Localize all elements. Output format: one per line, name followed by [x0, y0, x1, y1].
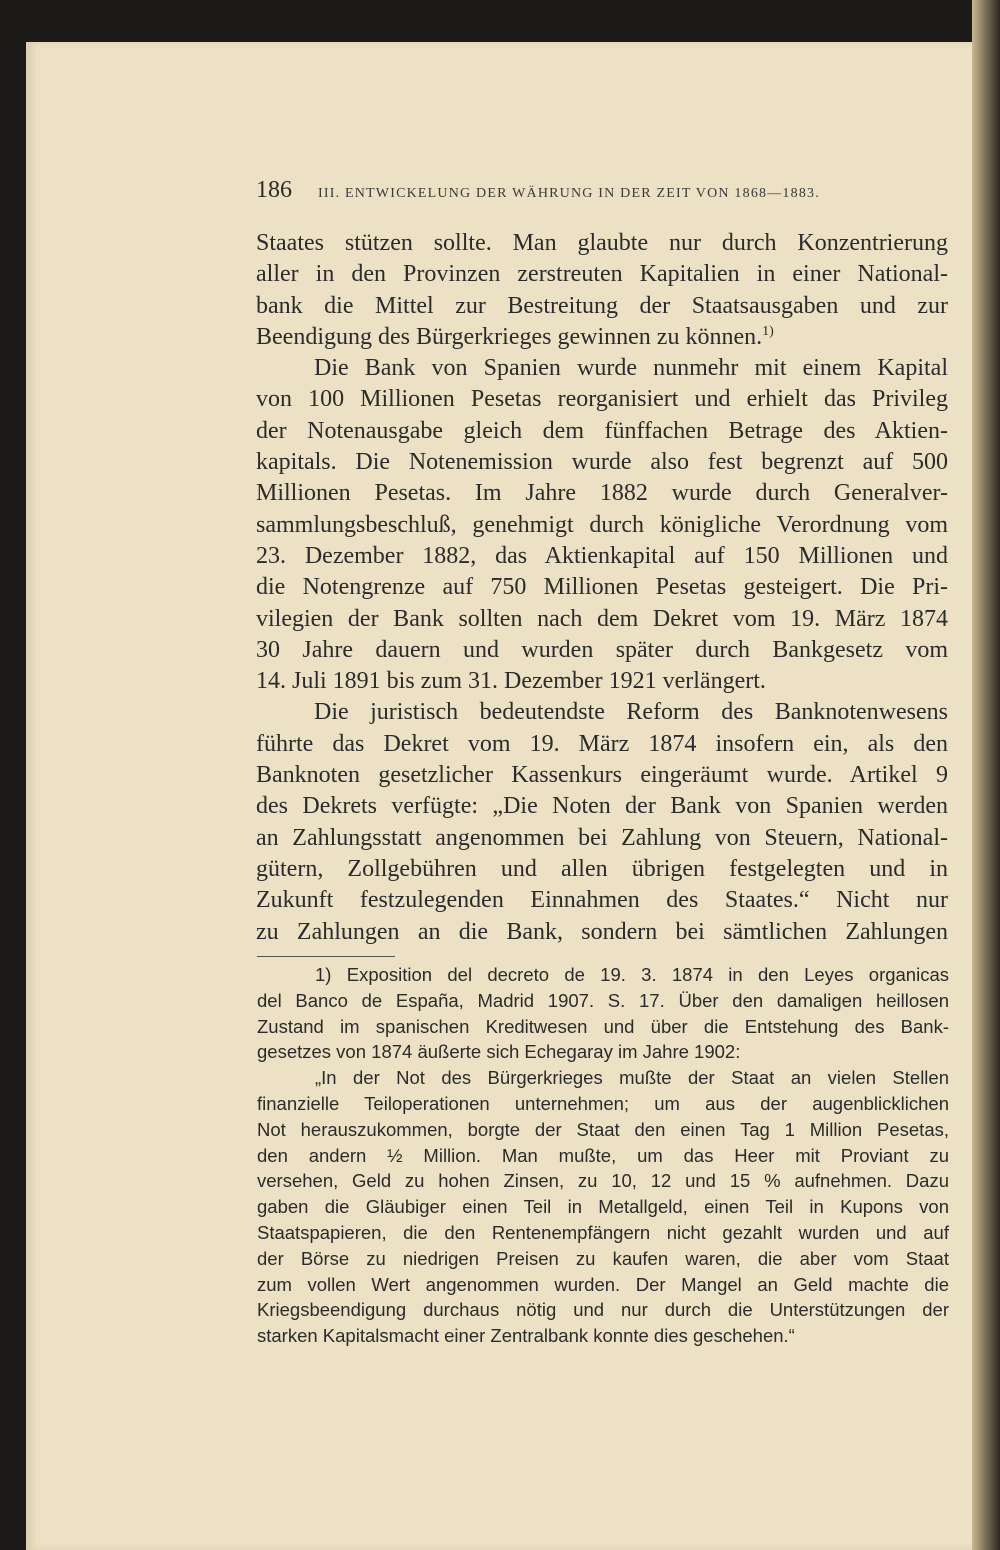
text-line: gütern, Zollgebühren und allen übrigen festgelegten und in	[256, 855, 948, 882]
text-line: führte das Dekret vom 19. März 1874 insofern ein, als den	[256, 730, 948, 757]
footnote	[257, 962, 949, 1349]
footnote-line: 1) Exposition del decreto de 19. 3. 1874 in den Leyes organicas	[315, 964, 949, 985]
text-line: Die juristisch bedeutendste Reform des Banknotenwesens	[314, 699, 948, 726]
footnote-line: Zustand im spanischen Kreditwesen und über die Entstehung des Bank-	[257, 1015, 949, 1037]
text-line: kapitals. Die Notenemission wurde also fest begrenzt auf 500	[256, 449, 948, 476]
text-line: Zukunft festzulegenden Einnahmen des Staates.“ Nicht nur	[256, 887, 948, 914]
text-line: vilegien der Bank sollten nach dem Dekret vom 19. März 1874	[256, 605, 948, 632]
footnote-ref: 1)	[762, 323, 774, 339]
text-line: Staates stützen sollte. Man glaubte nur durch Konzentrierung	[256, 230, 948, 256]
text-line: bank die Mittel zur Bestreitung der Staatsausgaben und zur	[256, 292, 948, 319]
running-title: III. ENTWICKELUNG DER WÄHRUNG IN DER ZEIT VON 1868—1883.	[318, 186, 820, 201]
text-line: Millionen Pesetas. Im Jahre 1882 wurde durch Generalver-	[256, 480, 948, 507]
footnote-line: Staatspapieren, die den Rentenempfängern nicht gezahlt wurden und auf	[257, 1221, 949, 1243]
text-line: sammlungsbeschluß, genehmigt durch königliche Verordnung vom	[256, 511, 948, 538]
footnote-line: „In der Not des Bürgerkrieges mußte der Staat an vielen Stellen	[315, 1067, 949, 1089]
footnote-line: den andern ½ Million. Man mußte, um das Heer mit Proviant zu	[257, 1144, 949, 1166]
page-header	[256, 177, 948, 204]
footnote-line: gesetzes von 1874 äußerte sich Echegaray im Jahre 1902:	[257, 1041, 741, 1063]
text-line: an Zahlungsstatt angenommen bei Zahlung von Steuern, National-	[256, 824, 948, 851]
text-line: Die Bank von Spanien wurde nunmehr mit einem Kapital	[314, 355, 948, 382]
footnote-line: del Banco de España, Madrid 1907. S. 17. Über den damaligen heillosen	[257, 989, 949, 1011]
footnote-line: starken Kapitalsmacht einer Zentralbank konnte dies geschehen.“	[257, 1325, 795, 1347]
text-line-content: Beendigung des Bürgerkrieges gewinnen zu können.	[256, 323, 763, 350]
page-number: 186	[256, 177, 292, 203]
text-line: 14. Juli 1891 bis zum 31. Dezember 1921 verlängert.	[256, 668, 766, 695]
footnote-line: finanzielle Teiloperationen unternehmen; um aus der augenblicklichen	[257, 1092, 949, 1114]
text-line: die Notengrenze auf 750 Millionen Pesetas gesteigert. Die Pri-	[256, 574, 948, 601]
book-gutter	[972, 0, 1000, 1550]
text-line: des Dekrets verfügte: „Die Noten der Bank von Spanien werden	[256, 793, 948, 820]
footnote-line: zum vollen Wert angenommen wurden. Der Mangel an Geld machte die	[257, 1273, 949, 1295]
text-line: von 100 Millionen Pesetas reorganisiert und erhielt das Privileg	[256, 386, 948, 413]
footnote-rule	[257, 956, 395, 957]
text-line: Banknoten gesetzlicher Kassenkurs eingeräumt wurde. Artikel 9	[256, 762, 948, 789]
text-line: der Notenausgabe gleich dem fünffachen Betrage des Aktien-	[256, 417, 948, 444]
text-line: 30 Jahre dauern und wurden später durch Bankgesetz vom	[256, 636, 948, 663]
text-line: zu Zahlungen an die Bank, sondern bei sämtlichen Zahlungen	[256, 918, 948, 945]
footnote-line: Not herauszukommen, borgte der Staat den einen Tag 1 Million Pesetas,	[257, 1118, 949, 1140]
footnote-line: versehen, Geld zu hohen Zinsen, zu 10, 12 und 15 % aufnehmen. Dazu	[257, 1170, 949, 1192]
footnote-line: Kriegsbeendigung durchaus nötig und nur durch die Unterstützungen der	[257, 1299, 949, 1321]
footnote-line: der Börse zu niedrigen Preisen zu kaufen waren, die aber vom Staat	[257, 1247, 949, 1269]
main-text	[256, 228, 948, 948]
text-line: 23. Dezember 1882, das Aktienkapital auf 150 Millionen und	[256, 542, 948, 569]
text-line	[256, 322, 948, 353]
footnote-line: gaben die Gläubiger einen Teil in Metallgeld, einen Teil in Kupons von	[257, 1196, 949, 1218]
text-line: aller in den Provinzen zerstreuten Kapitalien in einer National-	[256, 261, 948, 288]
